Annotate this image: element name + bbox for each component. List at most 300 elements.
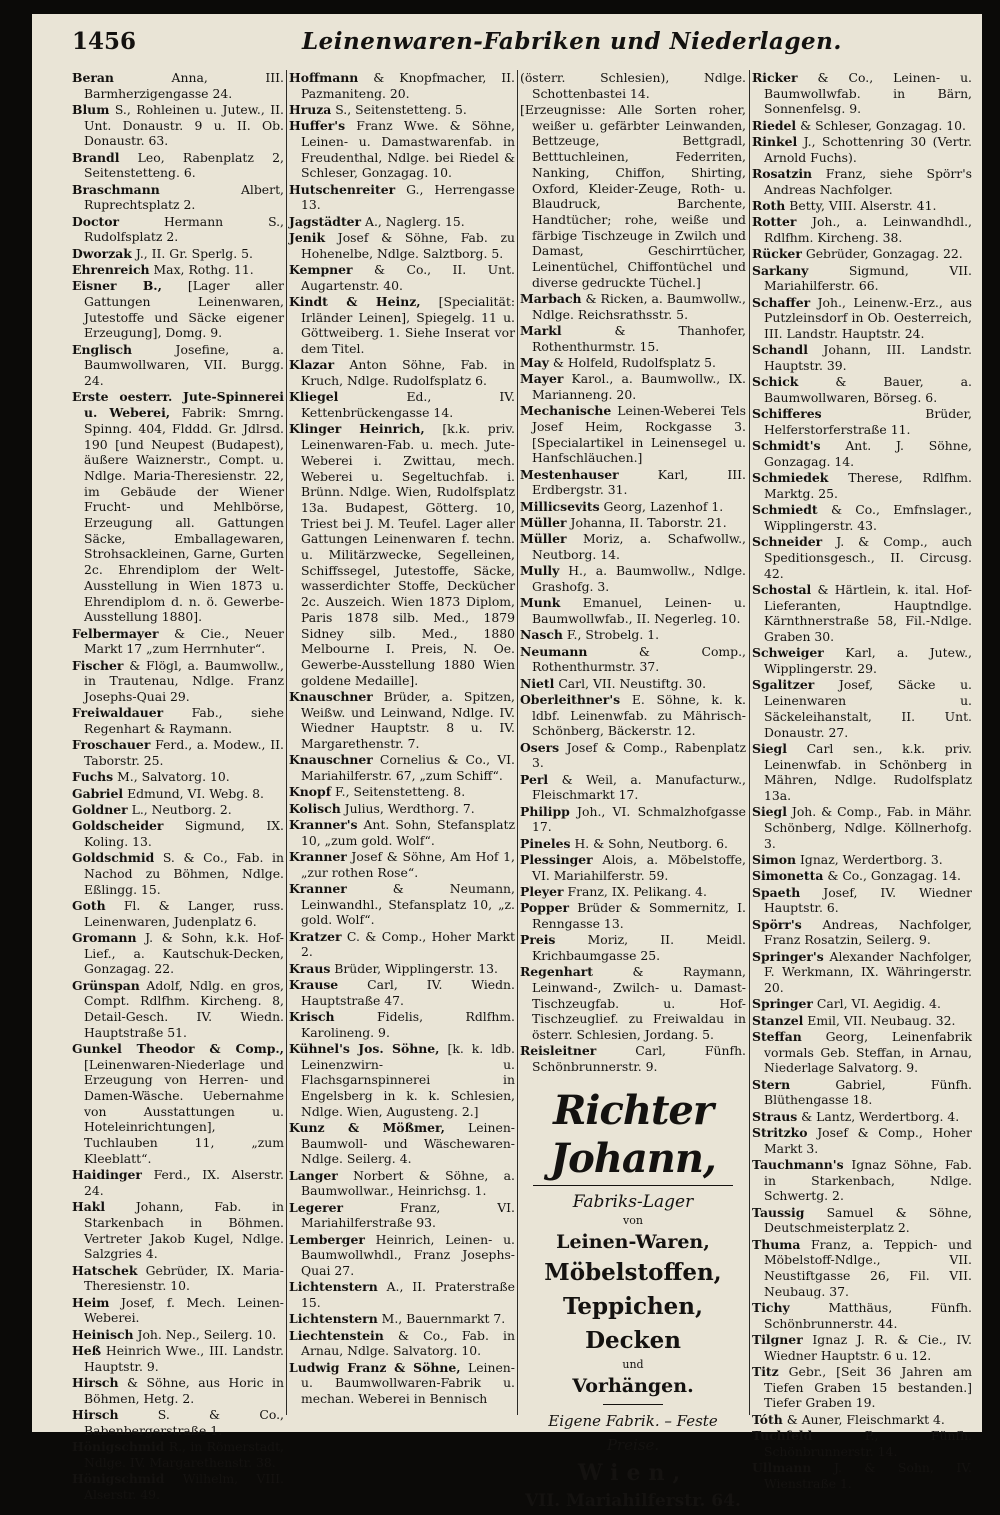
directory-entry (289, 817, 515, 848)
entry-details: Sigmund, VII. Mariahilferstr. 66. (764, 262, 972, 294)
entry-name: Knauschner (289, 752, 373, 768)
entry-name: Legerer (289, 1199, 344, 1215)
entry-details: H., a. Baumwollw., Ndlge. Grashofg. 3. (532, 563, 746, 595)
entry-name: Nietl (520, 675, 555, 691)
entry-details: M., Bauernmarkt 7. (381, 1311, 506, 1327)
entry-details: Carl, VI. Aegidig. 4. (816, 996, 941, 1012)
directory-entry (752, 1237, 972, 1300)
entry-details: & Knopfmacher, II. Pazmaniteng. 20. (301, 70, 515, 101)
entry-details: J. & Sohn, IV. Wienstraße 1. (764, 1459, 972, 1491)
entry-name: Tuchfeld (752, 1427, 813, 1443)
entry-details: Josef & Söhne, Am Hof 1, „zur rothen Rose“. (301, 848, 515, 880)
column-rule (749, 70, 750, 1415)
directory-entry (752, 342, 972, 373)
column-3-entries (520, 70, 746, 1075)
directory-entry (72, 342, 284, 389)
entry-details: Carl, VII. Neustiftg. 30. (558, 675, 707, 691)
ad-line-moebel: Möbelstoffen, (544, 1258, 722, 1286)
entry-details: & Bauer, a. Baumwollwaren, Börseg. 6. (764, 374, 972, 405)
entry-details: Josef & Comp., Rabenplatz 3. (532, 739, 746, 771)
entry-details: Ferd., a. Modew., II. Taborstr. 25. (84, 737, 284, 768)
ad-footer: Eigene Fabrik. – Feste Preise. (548, 1411, 718, 1454)
entry-name: Freiwaldauer (72, 705, 164, 721)
entry-name: Schmiedek (752, 470, 829, 486)
entry-name: Knopf (289, 784, 332, 800)
entry-details: & Lantz, Werdertborg. 4. (801, 1108, 960, 1124)
entry-details: & Thanhofer, Rothenthurmstr. 15. (532, 323, 746, 354)
directory-entry (72, 1471, 284, 1502)
entry-details: L., Neutborg. 2. (131, 801, 232, 817)
entry-details: S. & Co., Babenbergerstraße 1. (84, 1406, 284, 1438)
entry-name: Grünspan (72, 977, 140, 993)
entry-details: Edmund, VI. Webg. 8. (127, 785, 264, 801)
entry-details: E. Söhne, k. k. ldbf. Leinenwfab. zu Mährisch-Schönberg, Bäckerstr. 12. (532, 691, 746, 739)
directory-entry (72, 1343, 284, 1374)
directory-entry (72, 898, 284, 929)
directory-entry (752, 70, 972, 117)
directory-entry (752, 534, 972, 581)
directory-entry (752, 1428, 972, 1459)
entry-details: Ignaz J. R. & Cie., IV. Wiedner Hauptstr. 6 u. 12. (764, 1331, 972, 1363)
entry-name: Liechtenstein (289, 1327, 384, 1343)
column-rule (517, 70, 518, 1415)
entry-details: S., Rohleinen u. Jutew., II. Unt. Donaustr. 9 u. II. Ob. Donaustr. 63. (84, 102, 284, 149)
directory-entry (520, 884, 746, 900)
ad-line-vorhaenge: Vorhängen. (572, 1374, 694, 1397)
entry-name: Straus (752, 1108, 798, 1124)
directory-entry (752, 1412, 972, 1428)
entry-name: Schifferes (752, 406, 822, 422)
ad-address: VII. Mariahilferstr. 64. (525, 1490, 741, 1511)
directory-entry (752, 645, 972, 676)
entry-name: Langer (289, 1167, 338, 1183)
directory-entry (72, 182, 284, 213)
directory-page (32, 14, 982, 1511)
entry-details: & Co., Gonzagag. 14. (827, 868, 961, 884)
entry-details: Joh. & Comp., Fab. in Mähr. Schönberg, Ndlge. Köllnerhofg. 3. (764, 804, 972, 851)
entry-details: Franz, VI. Mariahilferstraße 93. (301, 1199, 515, 1231)
entry-details: & Neumann, Leinwandhl., Stefansplatz 10, „z. gold. Wolf“. (301, 880, 515, 928)
entry-details: Leinen-Weberei Tels Josef Heim, Rockgasse 3. [Specialartikel in Leinensegel u. Hanfschläuchen.] (532, 403, 746, 466)
entry-name: Sarkany (752, 262, 809, 278)
entry-details: Josef, f. Mech. Leinen-Weberei. (84, 1294, 284, 1326)
ad-subtitle: Fabriks-Lager (572, 1191, 694, 1212)
directory-entry (752, 868, 972, 884)
entry-name: Tilgner (752, 1331, 803, 1347)
entry-name: Braschmann (72, 181, 160, 197)
entry-details: Leo, Rabenplatz 2, Seitenstetteng. 6. (84, 149, 284, 181)
entry-details: A., Naglerg. 15. (365, 213, 465, 229)
entry-name: Mechanische (520, 403, 612, 419)
entry-name: Hruza (289, 102, 332, 117)
directory-entry (520, 403, 746, 466)
directory-entry (520, 676, 746, 692)
entry-details: R., in Römerstadt, Ndlge. IV. Margarethenstr. 38. (84, 1438, 284, 1470)
entry-details: Georg, Leinenfabrik vormals Geb. Steffan, in Arnau, Niederlage Salvatorg. 9. (764, 1028, 972, 1076)
entry-details: Gebrüder, Gonzagag. 22. (805, 246, 963, 262)
entry-details: Emil, VII. Neubaug. 32. (807, 1012, 956, 1028)
entry-name: Nasch (520, 627, 563, 643)
directory-entry (289, 230, 515, 261)
entry-details: Albert, Ruprechtsplatz 2. (84, 181, 284, 213)
directory-entry (289, 1168, 515, 1199)
entry-name: Schandl (752, 342, 808, 358)
entry-details: S. & Co., Fab. in Nachod zu Böhmen, Ndlge. Eßlingg. 15. (84, 850, 284, 897)
entry-name: Perl (520, 771, 549, 787)
directory-entry (752, 118, 972, 134)
directory-entry (289, 102, 515, 118)
directory-entry (520, 563, 746, 594)
entry-details: Josef & Comp., Hoher Markt 3. (764, 1124, 972, 1156)
entry-name: Goldschmid (72, 850, 155, 866)
entry-name: Kraus (289, 960, 331, 976)
entry-details: Andreas, Nachfolger, Franz Rosatzin, Seilerg. 9. (764, 916, 972, 948)
entry-details: [Leinenwaren-Niederlage und Erzeugung von Herren- und Damen-Wäsche. Uebernahme von Ausstattungen u. Hoteleinrichtungen], Tuchlauben 11, „zum Kleeblatt“. (84, 1056, 284, 1166)
entry-name: Popper (520, 900, 569, 916)
directory-entry (752, 1109, 972, 1125)
directory-entry (72, 278, 284, 341)
entry-name: Huffer's (289, 118, 346, 134)
entry-details: J. & Comp., auch Speditionsgesch., II. Circusg. 42. (764, 534, 972, 581)
entry-details: F., Seitenstetteng. 8. (335, 784, 466, 800)
entry-name: Knauschner (289, 688, 373, 704)
ad-line-teppiche: Teppichen, Decken (562, 1292, 704, 1354)
entry-name: Jenik (289, 230, 326, 245)
entry-details: Ant. Sohn, Stefansplatz 10, „zum gold. Wolf“. (301, 816, 515, 848)
directory-entry (289, 182, 515, 213)
entry-details: & Raymann, Leinwand-, Zwilch- u. Damast-Tischzeugfab. u. Hof-Tischzeuglief. zu Freiwaldau in österr. Schlesien, Jordang. 5. (532, 964, 746, 1043)
directory-entry (289, 1279, 515, 1310)
directory-entry (752, 949, 972, 996)
entry-name: Oberleithner's (520, 691, 621, 707)
ad-company-name: Richter Johann, (550, 1086, 716, 1182)
entry-details: Leinen-Baumwoll- und Wäschewaren-Ndlge. Seilerg. 4. (301, 1120, 515, 1167)
directory-entry (752, 438, 972, 469)
entry-name: Erste oesterr. Jute-Spinnerei u. Weberei, (72, 389, 284, 421)
entry-name: Englisch (72, 341, 133, 357)
directory-entry (520, 291, 746, 322)
entry-details: Betty, VIII. Alserstr. 41. (789, 198, 937, 213)
directory-entry (752, 214, 972, 245)
entry-name: Hirsch (72, 1406, 119, 1422)
entry-name: Philipp (520, 803, 570, 819)
directory-entry (752, 198, 972, 214)
entry-details: Johann, Fab. in Starkenbach in Böhmen. Vertreter Jakob Kugel, Ndlge. Salzgries 4. (84, 1199, 284, 1262)
directory-entry (520, 740, 746, 771)
directory-entry (752, 246, 972, 262)
entry-name: Kratzer (289, 928, 342, 944)
directory-entry (752, 1029, 972, 1076)
column-1 (72, 70, 284, 1502)
directory-entry (289, 1328, 515, 1359)
entry-name: Simonetta (752, 868, 824, 884)
directory-entry (289, 849, 515, 880)
directory-entry (289, 70, 515, 101)
directory-entry (752, 1077, 972, 1108)
directory-entry (752, 1460, 972, 1491)
entry-name: Munk (520, 595, 561, 611)
entry-name: Mestenhauser (520, 466, 619, 482)
directory-entry (520, 531, 746, 562)
entry-details: & Holfeld, Rudolfsplatz 5. (552, 355, 716, 371)
entry-name: Hirsch (72, 1374, 119, 1390)
directory-entry (289, 977, 515, 1008)
entry-details: Fidelis, Rdlfhm. Karolineng. 9. (301, 1008, 515, 1040)
entry-name: Stern (752, 1076, 791, 1092)
entry-name: Kranner (289, 848, 347, 864)
directory-entry (289, 881, 515, 928)
entry-name: Heß (72, 1342, 102, 1358)
entry-name: Spörr's (752, 916, 802, 932)
entry-details: Fab., siehe Regenhart & Raymann. (84, 705, 284, 736)
directory-entry (520, 102, 746, 290)
entry-details: Georg, Lazenhof 1. (603, 498, 724, 514)
entry-details: S., Seitenstetteng. 5. (335, 102, 467, 117)
entry-name: Haidinger (72, 1167, 142, 1183)
entry-details: Julius, Werdthorg. 7. (344, 800, 475, 816)
directory-entry (752, 741, 972, 804)
directory-entry (752, 263, 972, 294)
entry-details: Matthäus, Fünfh. Schönbrunnerstr. 44. (764, 1299, 972, 1331)
entry-details: & Ricken, a. Baumwollw., Ndlge. Reichsrathsstr. 5. (532, 291, 746, 322)
entry-name: Beran (72, 70, 114, 85)
entry-details: (österr. Schlesien), Ndlge. Schottenbastei 14. (520, 70, 746, 101)
entry-details: & Cie., Neuer Markt 17 „zum Herrnhuter“. (84, 625, 284, 657)
entry-details: Adolf, Ndlg. en gros, Compt. Rdlfhm. Kircheng. 8, Detail-Gesch. IV. Wiedn. Hauptstraße 51. (84, 977, 284, 1040)
directory-entry (289, 801, 515, 817)
directory-entry (752, 295, 972, 342)
entry-name: Neumann (520, 643, 588, 659)
entry-details: & Co., Emfnslager., Wipplingerstr. 43. (764, 502, 972, 533)
entry-details: Josef & Söhne, Fab. zu Hohenelbe, Ndlge. Salztborg. 5. (301, 230, 515, 261)
directory-entry (289, 389, 515, 420)
entry-details: Gebr., [Seit 36 Jahren am Tiefen Graben 15 bestanden.] Tiefer Graben 19. (764, 1363, 972, 1411)
entry-name: Heim (72, 1294, 110, 1310)
entry-details: Brüder, Wipplingerstr. 13. (334, 960, 498, 976)
entry-name: Gromann (72, 929, 137, 945)
entry-name: Mully (520, 563, 560, 579)
column-rule (286, 70, 287, 1415)
directory-entry (72, 150, 284, 181)
entry-details: Fl. & Langer, russ. Leinenwaren, Judenplatz 6. (84, 897, 284, 929)
entry-details: Gabriel, Fünfh. Blüthengasse 18. (764, 1076, 972, 1108)
entry-name: Ricker (752, 70, 798, 85)
entry-name: Tóth (752, 1411, 783, 1427)
directory-entry (289, 1009, 515, 1040)
directory-entry (752, 1205, 972, 1236)
directory-entry (520, 499, 746, 515)
entry-details: Moriz, II. Meidl. Krichbaumgasse 25. (532, 932, 746, 963)
page-number: 1456 (72, 28, 137, 55)
directory-entry (752, 374, 972, 405)
directory-entry (72, 818, 284, 849)
entry-details: Alois, a. Möbelstoffe, VI. Mariahilferstr. 59. (532, 851, 746, 883)
entry-details: Anna, III. Barmherzigengasse 24. (84, 70, 284, 101)
directory-entry (520, 467, 746, 498)
entry-name: Gunkel Theodor & Comp., (72, 1040, 284, 1056)
entry-name: Millicsevits (520, 498, 600, 514)
directory-entry (520, 627, 746, 643)
directory-entry (289, 1120, 515, 1167)
entry-name: Reisleitner (520, 1043, 597, 1059)
directory-entry (72, 246, 284, 262)
directory-entry (72, 930, 284, 977)
entry-name: Hutschenreiter (289, 181, 396, 197)
entry-details: [k.k. priv. Leinenwaren-Fab. u. mech. Jute-Weberei i. Zwittau, mech. Weberei u. Segeltuchfab. i. Brünn. Ndlge. Wien, Rudolfsplatz 13a. Budapest, Götterg. 10, Triest bei J. M. Teufel. Lager aller Gattungen Leinenwaren f. techn. u. Militärzwecke, Segelleinen, Schiffssegel, Jutestoffe, Säcke, wasserdichter Stoffe, Deckücher 2c. Auszeich. Wien 1873 Diplom, Paris 1878 silb. Med., 1879 Sidney silb. Med., 1880 Melbourne I. Preis, N. Oe. Gewerbe-Ausstellung 1880 Wien goldene Medaille]. (301, 421, 515, 688)
entry-name: May (520, 355, 549, 371)
entry-name: Siegl (752, 804, 787, 820)
entry-details: Joh., VI. Schmalzhofgasse 17. (532, 803, 746, 835)
directory-entry (752, 1364, 972, 1411)
directory-entry (520, 772, 746, 803)
entry-details: Heinrich, Leinen- u. Baumwollwhdl., Franz Josephs-Quai 27. (301, 1231, 515, 1279)
directory-entry (752, 917, 972, 948)
entry-details: Karl, a. Jutew., Wipplingerstr. 29. (764, 645, 972, 677)
directory-entry (72, 1295, 284, 1326)
entry-name: Rosatzin (752, 166, 813, 181)
entry-name: Siegl (752, 740, 787, 756)
entry-name: Springer (752, 996, 813, 1012)
column-4 (752, 70, 972, 1491)
entry-details: Alexander Nachfolger, F. Werkmann, IX. Währingerstr. 20. (764, 948, 972, 995)
entry-name: Stanzel (752, 1012, 804, 1028)
directory-entry (520, 355, 746, 371)
entry-name: Stritzko (752, 1124, 808, 1140)
directory-entry (752, 1300, 972, 1331)
entry-details: A., II. Praterstraße 15. (301, 1279, 515, 1311)
entry-details: Cornelius & Co., VI. Mariahilferstr. 67, „zum Schiff“. (301, 752, 515, 784)
directory-entry (520, 595, 746, 626)
directory-entry (289, 1360, 515, 1407)
directory-entry (520, 804, 746, 835)
directory-entry (289, 784, 515, 800)
entry-name: Mayer (520, 371, 564, 387)
entry-details: Gebrüder, IX. Maria-Theresienstr. 10. (84, 1262, 284, 1294)
directory-entry (72, 737, 284, 768)
directory-entry (752, 1157, 972, 1204)
entry-details: Josef, IV. Wiedner Hauptstr. 6. (764, 884, 972, 916)
directory-entry (72, 1327, 284, 1343)
entry-details: Wilhelm, VIII. Alserstr. 49. (84, 1470, 284, 1502)
entry-name: Kempner (289, 262, 353, 277)
entry-name: Titz (752, 1363, 779, 1379)
directory-entry (752, 470, 972, 501)
entry-name: Tichy (752, 1299, 790, 1315)
directory-entry (72, 626, 284, 657)
entry-name: Eisner B., (72, 278, 162, 294)
entry-name: Klazar (289, 357, 335, 373)
entry-details: G., Herrengasse 13. (301, 181, 515, 213)
entry-name: Steffan (752, 1028, 802, 1044)
entry-details: Emanuel, Leinen- u. Baumwollwfab., II. Negerleg. 10. (532, 595, 746, 627)
directory-entry (72, 705, 284, 736)
entry-name: Spaeth (752, 884, 801, 900)
entry-name: Gabriel (72, 785, 124, 801)
column-2 (289, 70, 515, 1420)
entry-name: Regenhart (520, 964, 594, 980)
directory-entry (72, 769, 284, 785)
entry-details: & Söhne, aus Horic in Böhmen, Hetg. 2. (84, 1374, 284, 1406)
entry-name: Goldscheider (72, 818, 164, 834)
directory-entry (752, 804, 972, 851)
entry-name: Schostal (752, 582, 812, 597)
directory-entry (520, 70, 746, 101)
entry-name: Heinisch (72, 1326, 134, 1342)
entry-name: Thuma (752, 1236, 801, 1252)
entry-details: [Lager aller Gattungen Leinenwaren, Jutestoffe und Säcke eigener Erzeugung], Domg. 9. (84, 278, 284, 341)
entry-details: J., Schottenring 30 (Vertr. Arnold Fuchs). (764, 134, 972, 165)
entry-name: Krause (289, 976, 339, 992)
ad-city: Wien, (577, 1459, 689, 1486)
directory-entry (520, 515, 746, 531)
directory-entry (72, 1375, 284, 1406)
directory-entry (289, 262, 515, 293)
directory-entry (752, 677, 972, 740)
entry-details: & Flögl, a. Baumwollw., in Trautenau, Ndlge. Franz Josephs-Quai 29. (84, 657, 284, 704)
entry-details: Johanna, II. Taborstr. 21. (570, 515, 727, 531)
directory-entry (520, 932, 746, 963)
entry-details: Fabrik: Smrng. Spinng. 404, Flddd. Gr. Jdlrsd. 190 [und Neupest (Budapest), äußere Waiznerstr., Compt. u. Ndlge. Maria-Theresienstr. 22, im Gebäude der Wiener Frucht- und Mehlbörse, Erzeugung all. Gattungen Säcke, Emballagewaren, Strohsackleinen, Garne, Gurten 2c. Ehrendiplom der Welt-Ausstellung in Wien 1873 u. Ehrendiplom d. n. ö. Gewerbe-Ausstellung 1880]. (84, 405, 284, 625)
page-header (32, 22, 982, 62)
entry-name: Rinkel (752, 134, 798, 149)
entry-name: Lichtenstern (289, 1279, 378, 1295)
directory-entry (752, 502, 972, 533)
entry-name: Lichtenstern (289, 1311, 378, 1327)
directory-entry (72, 389, 284, 625)
entry-name: Markl (520, 323, 562, 339)
entry-details: [k. k. ldb. Leinenzwirn- u. Flachsgarnspinnerei in Engelsberg in k. k. Schlesien, Ndlge. Wien, Augusteng. 2.] (301, 1040, 515, 1119)
directory-entry (289, 294, 515, 357)
entry-name: Schweiger (752, 645, 824, 661)
entry-name: Rotter (752, 214, 797, 230)
directory-entry (752, 1332, 972, 1363)
entry-details: & Co., Fab. in Arnau, Ndlge. Salvatorg. 10. (301, 1327, 515, 1359)
directory-entry (289, 1311, 515, 1327)
directory-entry (520, 900, 746, 931)
ad-und: und (622, 1357, 644, 1371)
entry-name: Müller (520, 531, 567, 547)
entry-name: Preis (520, 932, 556, 948)
directory-entry (72, 1407, 284, 1438)
entry-details: [Erzeugnisse: Alle Sorten roher, weißer u. gefärbter Leinwanden, Bettzeuge, Bettgradl, Betttuchleinen, Federriten, Nanking, Chiffon, Shirting, Oxford, Kleider-Zeuge, Roth- u. Blaudruck, Barchente, Handtücher; rohe, weiße und färbige Tischzeuge in Zwilch und Damast, Geschirrtücher, Leinentüchel, Chiffontüchel und diverse gedruckte Tüchel.] (520, 102, 746, 290)
entry-details: Franz, siehe Spörr's Andreas Nachfolger. (764, 166, 972, 197)
entry-name: Goldner (72, 801, 128, 817)
entry-name: Tauchmann's (752, 1156, 844, 1172)
entry-name: Dworzak (72, 245, 132, 261)
directory-entry (752, 852, 972, 868)
entry-name: Lemberger (289, 1231, 365, 1247)
column-3 (520, 70, 746, 1511)
entry-details: & Co., Leinen- u. Baumwollwfab. in Bärn, Sonnenfelsg. 9. (764, 70, 972, 117)
directory-entry (72, 1439, 284, 1470)
entry-details: Ed., IV. Kettenbrückengasse 14. (301, 389, 515, 421)
directory-entry (289, 1041, 515, 1120)
directory-entry (752, 166, 972, 197)
entry-name: Kliegel (289, 389, 339, 405)
entry-details: Therese, Rdlfhm. Marktg. 25. (764, 470, 972, 501)
entry-details: Norbert & Söhne, a. Baumwollwar., Heinrichsg. 1. (301, 1167, 515, 1199)
entry-details: & Comp., Rothenthurmstr. 37. (532, 643, 746, 675)
entry-name: Goth (72, 897, 106, 913)
entry-name: Roth (752, 198, 786, 213)
entry-name: Schick (752, 374, 799, 390)
entry-name: Felbermayer (72, 625, 159, 641)
entry-details: Leinen- u. Baumwollwaren-Fabrik u. mechan. Weberei in Bennisch (301, 1359, 515, 1407)
entry-details: & Auner, Fleischmarkt 4. (786, 1411, 945, 1427)
entry-details: Karl, III. Erdbergstr. 31. (532, 466, 746, 498)
entry-name: Kolisch (289, 800, 341, 816)
entry-details: Sigmund, IX. Koling. 13. (84, 818, 284, 849)
